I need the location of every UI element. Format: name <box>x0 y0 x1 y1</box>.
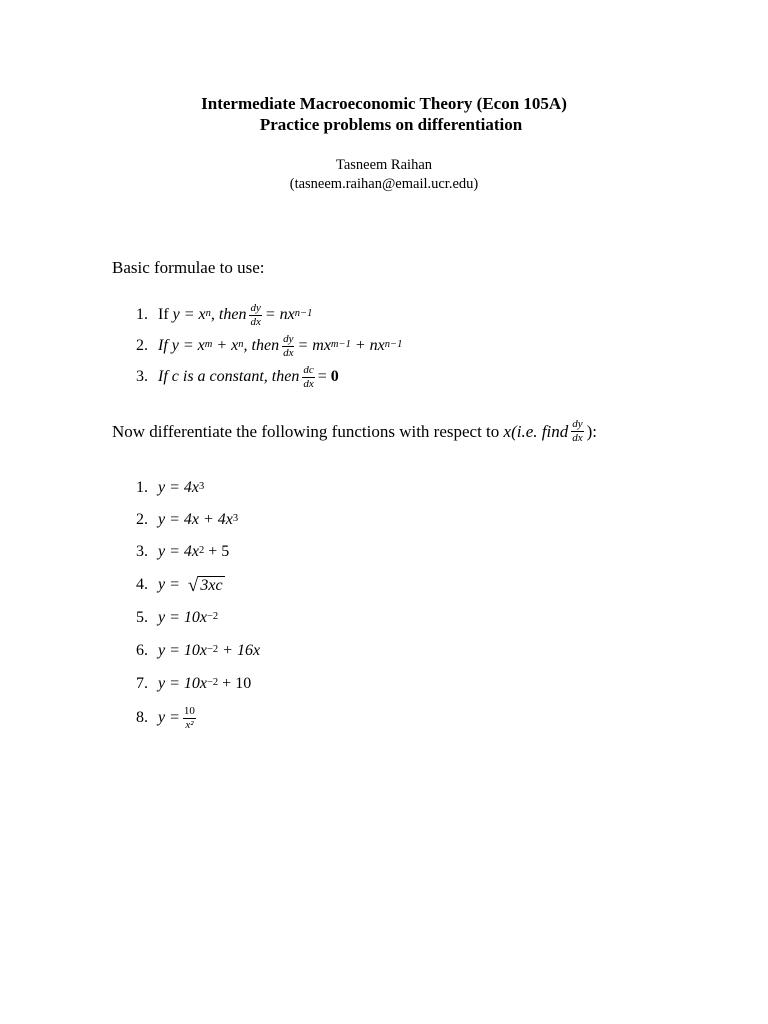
formula-number: 1. <box>136 306 148 323</box>
fraction-denominator: x² <box>185 718 194 731</box>
formula-then: , then <box>243 337 280 354</box>
author-name: Tasneem Raihan <box>335 157 433 173</box>
problem-tail: + 16x <box>222 642 261 659</box>
problem-expression: y = 10x <box>158 642 207 659</box>
derivative-fraction <box>282 334 294 359</box>
formula-item-2: 2. If y = x $^m$ + x $^n$ , then $\frac{dy}{dx}$ = mx $^{m-1}$ + nx $^{n-1}$ <box>136 332 403 359</box>
formula-item-3 <box>136 365 339 389</box>
radicand: 3xc <box>200 576 223 594</box>
formula-number: 3. <box>136 368 148 385</box>
problem-item-6: 6. y = 10x $^{-2}$ + 16x <box>136 642 261 659</box>
problem-item-8 <box>136 706 199 730</box>
problem-expression: y = <box>158 709 180 726</box>
formula-rhs-1: = mx <box>297 337 331 354</box>
instruction-paren-open: ( <box>511 421 517 441</box>
formula-term-2: + x <box>216 337 239 354</box>
problem-number: 5. <box>136 609 148 626</box>
formula-text: If c is a constant, then <box>158 368 300 385</box>
problem-number: 3. <box>136 543 148 560</box>
problem-number: 8. <box>136 709 148 726</box>
problem-tail: + 5 <box>208 543 230 560</box>
formula-rhs: = <box>317 368 327 385</box>
square-root <box>188 576 225 595</box>
derivative-fraction <box>249 303 261 328</box>
formula-lhs: y = x <box>172 306 206 323</box>
instruction-main: Now differentiate the following functions with respect to <box>112 421 500 441</box>
fraction-numerator: 10 <box>183 704 195 717</box>
problem-number: 7. <box>136 675 148 692</box>
problem-expression: y = 4x + 4x <box>158 511 233 528</box>
problem-item-5: 5. y = 10x $^{-2}$ <box>136 609 219 626</box>
formula-number: 2. <box>136 337 148 354</box>
instruction-text <box>112 419 597 444</box>
formulae-heading: Basic formulae to use: <box>112 258 265 277</box>
problem-expression: y = 4x <box>158 543 199 560</box>
instruction-variable: x <box>503 421 512 441</box>
problem-number: 4. <box>136 576 148 593</box>
problem-tail: + 10 <box>222 675 252 692</box>
fraction-denominator: dx <box>303 377 314 390</box>
instruction-ie: i.e. find <box>516 421 569 441</box>
formula-rhs-2: + nx <box>354 337 385 354</box>
document-subtitle: Practice problems on differentiation <box>259 115 523 134</box>
instruction-paren-close: ): <box>586 421 597 441</box>
problem-expression: y = 10x <box>158 675 207 692</box>
problem-fraction <box>183 706 196 731</box>
problem-number: 2. <box>136 511 148 528</box>
fraction-numerator: dy <box>250 301 261 314</box>
formula-prefix: If <box>158 306 169 323</box>
problem-expression: y = 10x <box>158 609 207 626</box>
fraction-numerator: dy <box>572 418 583 430</box>
problem-number: 1. <box>136 479 148 496</box>
problem-item-3: 3. y = 4x $^2$ + 5 <box>136 543 230 560</box>
fraction-numerator: dc <box>303 363 314 376</box>
fraction-denominator: dx <box>283 346 294 359</box>
problem-item-4 <box>136 573 225 597</box>
fraction-numerator: dy <box>283 332 294 345</box>
fraction-denominator: dx <box>572 432 583 444</box>
derivative-fraction <box>302 365 314 390</box>
formula-then: , then <box>210 306 247 323</box>
formula-term-1: x <box>197 337 205 354</box>
formula-item-1: 1. If y = x $^n$ , then $\frac{dy}{dx}$ = nx $^{n-1}$ <box>136 301 313 328</box>
course-title: Intermediate Macroeconomic Theory (Econ 105A) <box>201 94 567 113</box>
problem-expression: y = <box>158 576 180 593</box>
formula-rhs-value: 0 <box>330 368 339 385</box>
problem-number: 6. <box>136 642 148 659</box>
problem-item-2: 2. y = 4x + 4x $^3$ <box>136 511 239 528</box>
author-email: (tasneem.raihan@email.ucr.edu) <box>289 176 479 192</box>
problem-item-1: 1. y = 4x $^3$ <box>136 479 205 496</box>
formula-rhs: = nx <box>264 306 295 323</box>
problem-item-7: 7. y = 10x $^{-2}$ + 10 <box>136 675 252 692</box>
derivative-fraction <box>571 419 583 444</box>
problem-expression: y = 4x <box>158 479 199 496</box>
radical-sign: √ <box>187 574 199 596</box>
fraction-denominator: dx <box>250 315 261 328</box>
formula-prefix: If y = <box>158 337 194 354</box>
